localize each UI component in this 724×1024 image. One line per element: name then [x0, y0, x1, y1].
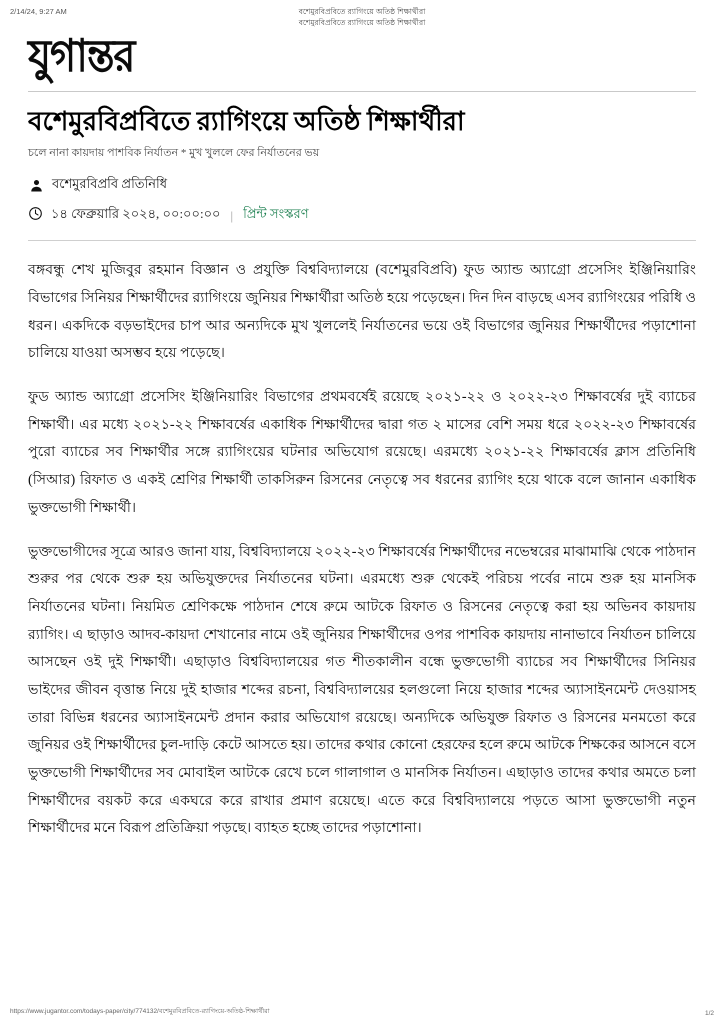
byline [28, 175, 696, 196]
article-paragraph: ভুক্তভোগীদের সূত্রে আরও জানা যায়, বিশ্ববিদ্যালয়ে ২০২২-২৩ শিক্ষাবর্ষের শিক্ষার্থীদের নভেম্বরের মাঝামাঝি থেকে পাঠদান শুরুর পর থেকে শুরু হয় অভিযুক্তদের নির্যাতনের ঘটনা। এরমধ্যে শুরু থেকেই পরিচয় পর্বের নামে শুরু হয় মানসিক নির্যাতনের ঘটনা। নিয়মিত শ্রেণিকক্ষে পাঠদান শেষে রুমে আটকে রিফাত ও রিসনের নেতৃত্বে করা হয় অভিনব কায়দায় র‌্যাগিং। এ ছাড়াও আদব-কায়দা শেখানোর নামে ওই জুনিয়র শিক্ষার্থীদের ওপর পাশবিক কায়দায় নানাভাবে নির্যাতন চালিয়ে আসছেন ওই দুই শিক্ষার্থী। এছাড়াও বিশ্ববিদ্যালয়ের গত শীতকালীন বন্ধে ভুক্তভোগী ব্যাচের সব শিক্ষার্থীদের সিনিয়র ভাইদের জীবন বৃত্তান্ত নিয়ে দুই হাজার শব্দের রচনা, বিশ্ববিদ্যালয়ের হলগুলো নিয়ে হাজার শব্দের অ্যাসাইনমেন্ট দেওয়াসহ তারা বিভিন্ন ধরনের অ্যাসাইনমেন্ট প্রদান করার অভিযোগ রয়েছে। অন্যদিকে অভিযুক্ত রিফাত ও রিসনের মনমতো করে জুনিয়র ওই শিক্ষার্থীদের চুল-দাড়ি কেটে আসতে হয়। তাদের কথার কোনো হেরফের হলে রুমে আটকে শিক্ষকের আসনে বসে ভুক্তভোগী শিক্ষার্থীদের সব মোবাইল আটকে রেখে চলে গালাগাল ও মানসিক নির্যাতন। এছাড়াও তাদের কথার অমতে চলা শিক্ষার্থীদের বয়কট করে একঘরে করে রাখার প্রমাণ রয়েছে। এতে করে বিশ্ববিদ্যালয়ে পড়তে আসা ভুক্তভোগী নতুন শিক্ষার্থীদের মনে বিরূপ প্রতিক্রিয়া পড়ছে। ব্যাহত হচ্ছে তাদের পড়াশোনা। [28, 543, 696, 837]
meta-separator: | [230, 207, 234, 223]
author-name: বশেমুরবিপ্রবি প্রতিনিধি [52, 176, 168, 192]
print-footer [0, 1002, 724, 1024]
article-body [0, 257, 724, 843]
article-subhead: চলে নানা কায়দায় পাশবিক নির্যাতন * মুখ খুললে ফের নির্যাতনের ভয় [28, 146, 320, 159]
header-divider [28, 240, 696, 241]
print-footer-url: https://www.jugantor.com/todays-paper/city/774132/বশেমুরবিপ্রবিতে-র‌্যাগিংয়ে-অতিষ্ঠ-শিক্ষার্থীরা [10, 1008, 270, 1015]
masthead [0, 29, 724, 81]
clock-icon [28, 206, 43, 225]
article-paragraph: বঙ্গবন্ধু শেখ মুজিবুর রহমান বিজ্ঞান ও প্রযুক্তি বিশ্ববিদ্যালয়ে (বশেমুরবিপ্রবি) ফুড অ্যান্ড অ্যাগ্রো প্রসেসিং ইঞ্জিনিয়ারিং বিভাগের সিনিয়র শিক্ষার্থীদের র‌্যাগিংয়ে জুনিয়র শিক্ষার্থীরা অতিষ্ঠ হয়ে পড়েছেন। দিন দিন বাড়ছে এসব র‌্যাগিংয়ের পরিধি ও ধরন। একদিকে বড়ভাইদের চাপ আর অন্যদিকে মুখ খুললেই নির্যাতনের ভয়ে ওই বিভাগের জুনিয়র শিক্ষার্থীদের পড়াশোনা চালিয়ে যাওয়া অসম্ভব হয়ে পড়েছে। [28, 262, 697, 362]
article-meta [28, 205, 696, 226]
print-header-datetime: 2/14/24, 9:27 AM [10, 7, 67, 16]
print-header-title [130, 7, 594, 29]
print-header [0, 0, 724, 29]
print-footer-page-number: 1/2 [704, 1010, 714, 1017]
user-icon [28, 178, 44, 194]
page-title: বশেমুরবিপ্রবিতে র‌্যাগিংয়ে অতিষ্ঠ শিক্ষার্থীরা [28, 106, 465, 136]
article-paragraph: ফুড অ্যান্ড অ্যাগ্রো প্রসেসিং ইঞ্জিনিয়ারিং বিভাগের প্রথমবর্ষেই রয়েছে ২০২১-২২ ও ২০২২-২৩ শিক্ষাবর্ষের দুই ব্যাচের শিক্ষার্থী। এর মধ্যে ২০২১-২২ শিক্ষাবর্ষের একাধিক শিক্ষার্থীদের দ্বারা গত ২ মাসের বেশি সময় ধরে ২০২২-২৩ শিক্ষাবর্ষের পুরো ব্যাচের সব শিক্ষার্থীর সঙ্গে র‌্যাগিংয়ের ঘটনার অভিযোগ রয়েছে। এরমধ্যে ২০২১-২২ শিক্ষাবর্ষের ক্লাস প্রতিনিধি (সিআর) রিফাত ও একই শ্রেণির শিক্ষার্থী তাকসিরুন রিসনের নেতৃত্বে সব ধরনের র‌্যাগিং হয়ে থাকে বলে জানান একাধিক ভুক্তভোগী শিক্ষার্থী। [28, 389, 696, 516]
site-logo[interactable]: যুগান্তর [28, 30, 135, 81]
print-header-title-line1: বশেমুরবিপ্রবিতে র‌্যাগিংয়ে অতিষ্ঠ শিক্ষার্থীরা [298, 7, 426, 16]
article-header [0, 92, 724, 242]
publish-datetime: ১৪ ফেব্রুয়ারি ২০২৪, ০০:০০:০০ [51, 206, 221, 222]
print-edition-link[interactable]: প্রিন্ট সংস্করণ [243, 206, 309, 222]
print-header-title-line2: বশেমুরবিপ্রবিতে র‌্যাগিংয়ে অতিষ্ঠ শিক্ষার্থীরা [298, 17, 426, 27]
